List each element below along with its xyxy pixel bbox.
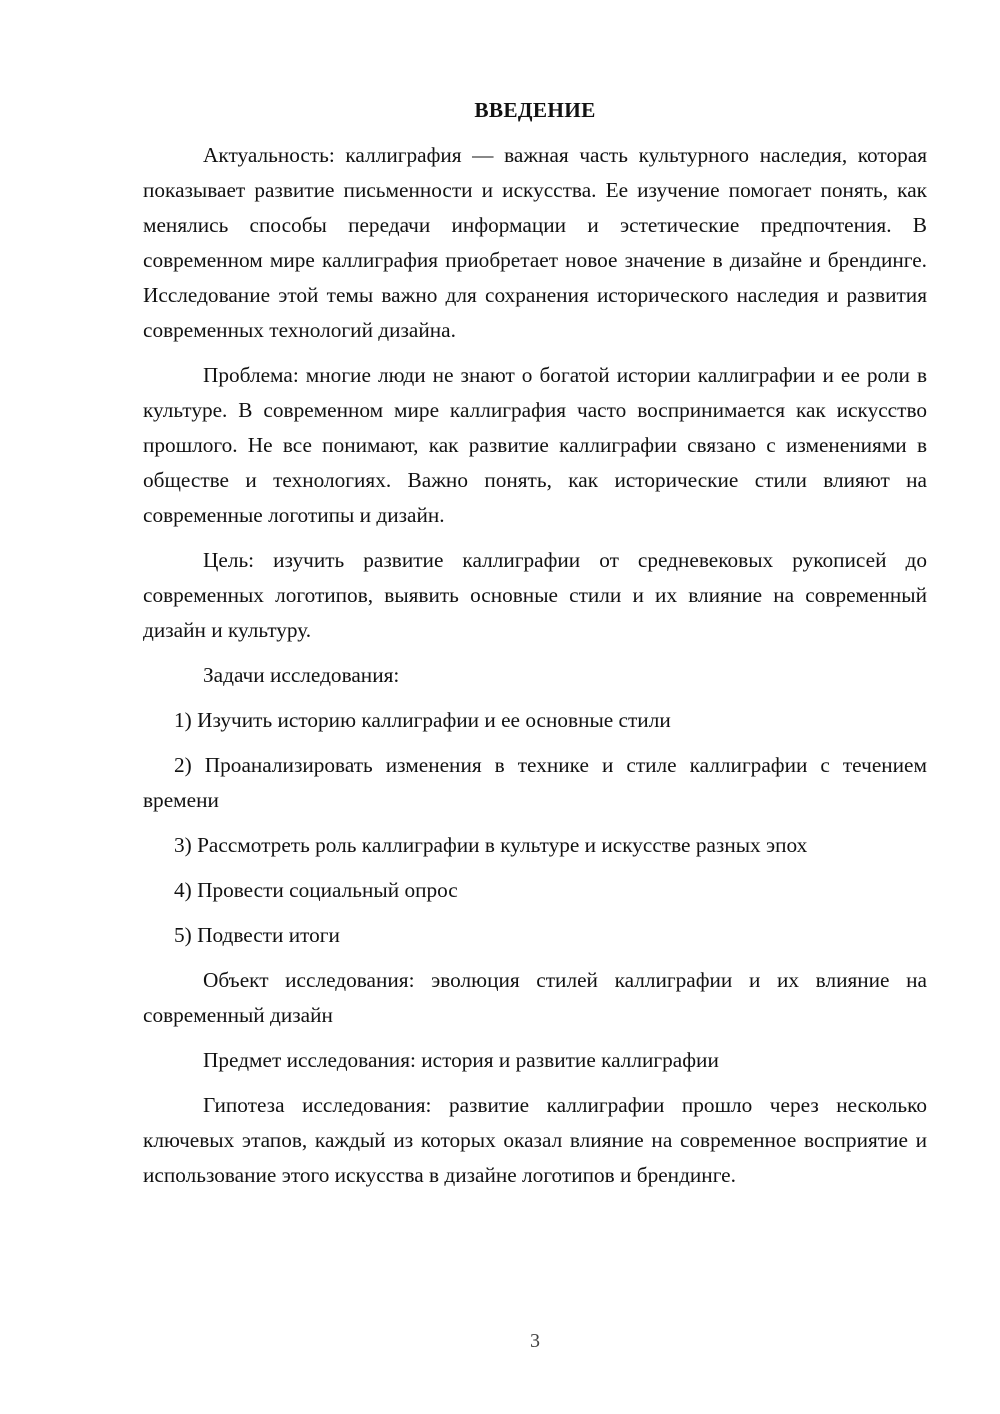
subject-paragraph: Предмет исследования: история и развитие каллиграфии [203,1048,719,1072]
relevance-paragraph: Актуальность: каллиграфия — важная часть культурного наследия, которая показывает развитие письменности и искусства. Ее изучение помогает понять, как менялись способы передачи информации и эстетические предпочтения. В современном мире каллиграфия приобретает новое значение в дизайне и брендинге. Исследование этой темы важно для сохранения исторического наследия и развития современных технологий дизайна. [143,143,927,342]
page-heading: ВВЕДЕНИЕ [474,98,596,122]
task-item-2: 2) Проанализировать изменения в технике и стиле каллиграфии с течением времени [143,753,927,812]
task-item-4: 4) Провести социальный опрос [174,878,458,902]
page-content [143,93,927,1203]
problem-paragraph: Проблема: многие люди не знают о богатой истории каллиграфии и ее роли в культуре. В современном мире каллиграфия часто воспринимается как искусство прошлого. Не все понимают, как развитие каллиграфии связано с изменениями в обществе и технологиях. Важно понять, как исторические стили влияют на современные логотипы и дизайн. [143,363,927,527]
goal-paragraph: Цель: изучить развитие каллиграфии от средневековых рукописей до современных логотипов, выявить основные стили и их влияние на современный дизайн и культуру. [143,548,927,642]
tasks-title: Задачи исследования: [203,663,400,687]
hypothesis-paragraph: Гипотеза исследования: развитие каллиграфии прошло через несколько ключевых этапов, каждый из которых оказал влияние на современное восприятие и использование этого искусства в дизайне логотипов и брендинге. [143,1093,927,1187]
task-item-3: 3) Рассмотреть роль каллиграфии в культуре и искусстве разных эпох [174,833,808,857]
task-item-5: 5) Подвести итоги [174,923,340,947]
page-number: 3 [530,1330,540,1352]
task-item-1: 1) Изучить историю каллиграфии и ее основные стили [174,708,671,732]
object-paragraph: Объект исследования: эволюция стилей каллиграфии и их влияние на современный дизайн [143,968,927,1027]
